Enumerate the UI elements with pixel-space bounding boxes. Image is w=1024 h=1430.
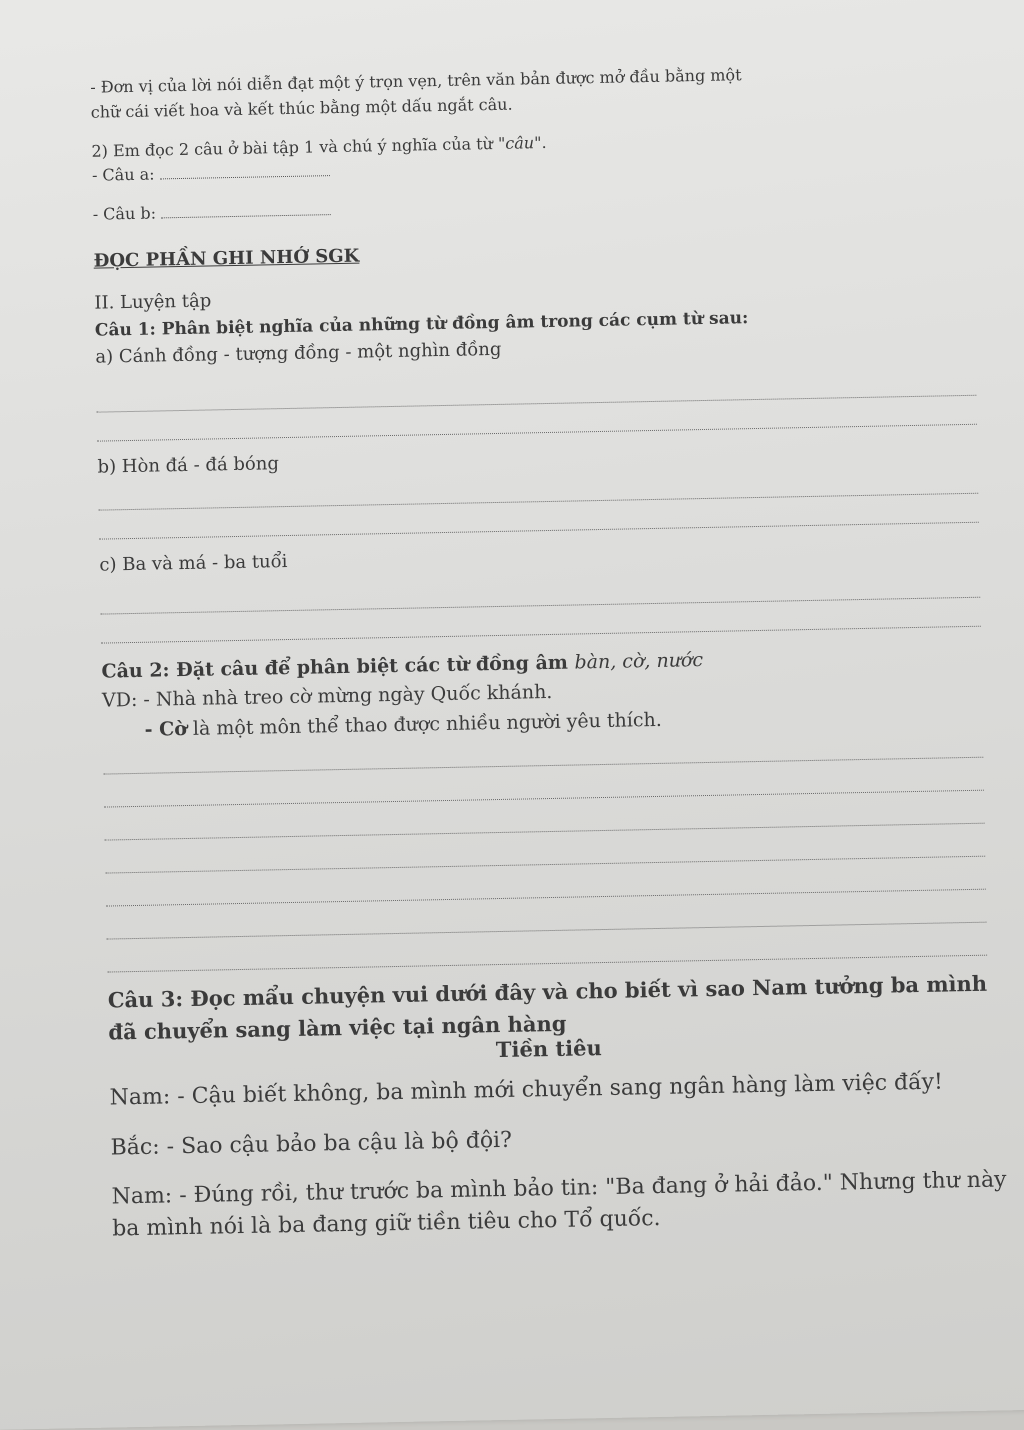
answer-a-label: - Câu a: xyxy=(91,164,155,186)
answer-b-row xyxy=(92,186,972,228)
question-1-c: c) Ba và má - ba tuổi xyxy=(99,550,288,576)
exercise-2-prompt-word: câu xyxy=(505,132,535,153)
question-1-a: a) Cánh đồng - tượng đồng - một nghìn đồng xyxy=(95,338,502,368)
intro-line-2: chữ cái viết hoa và kết thúc bằng một dấu ngắt câu. xyxy=(90,94,513,122)
question-2-example-1: VD: - Nhà nhà treo cờ mừng ngày Quốc khánh. xyxy=(101,681,553,712)
question-3-title: Câu 3: Đọc mẩu chuyện vui dưới đây và cho biết vì sao Nam tưởng ba mình đã chuyển sang làm việc tại ngân hàng xyxy=(107,970,988,1045)
story-title: Tiền tiêu xyxy=(495,1035,602,1063)
exercise-2-prompt-start: 2) Em đọc 2 câu ở bài tập 1 và chú ý nghĩa của từ " xyxy=(91,133,506,161)
worksheet-content xyxy=(90,59,1007,1246)
memo-heading: ĐỌC PHẦN GHI NHỚ SGK xyxy=(93,245,360,272)
answer-a-blank[interactable] xyxy=(159,162,329,180)
question-2-title-words: bàn, cờ, nước xyxy=(574,648,704,674)
question-2-example-2-word: - Cờ xyxy=(144,717,188,741)
question-2-title-start: Câu 2: Đặt câu để phân biệt các từ đồng âm xyxy=(101,651,575,683)
story-line-2: Bắc: - Sao cậu bảo ba cậu là bộ đội? xyxy=(110,1127,513,1161)
story-line-1: Nam: - Cậu biết không, ba mình mới chuyển sang ngân hàng làm việc đấy! xyxy=(109,1069,944,1111)
answer-b-label: - Câu b: xyxy=(92,203,157,224)
exercise-2-prompt-end: ". xyxy=(533,132,547,152)
question-2-example-2-rest: là một môn thể thao được nhiều người yêu thích. xyxy=(186,708,663,740)
practice-heading: II. Luyện tập xyxy=(94,290,212,314)
story-line-4: ba mình nói là ba đang giữ tiền tiêu cho Tổ quốc. xyxy=(111,1206,661,1242)
intro-line-1: - Đơn vị của lời nói diễn đạt một ý trọn vẹn, trên văn bản được mở đầu bằng một xyxy=(90,65,742,97)
answer-b-blank[interactable] xyxy=(161,200,331,218)
story-line-3: Nam: - Đúng rồi, thư trước ba mình bảo tin: "Ba đang ở hải đảo." Nhưng thư này xyxy=(111,1167,1007,1210)
question-1-b: b) Hòn đá - đá bóng xyxy=(97,453,280,478)
question-1-title: Câu 1: Phân biệt nghĩa của những từ đồng âm trong các cụm từ sau: xyxy=(94,307,749,341)
